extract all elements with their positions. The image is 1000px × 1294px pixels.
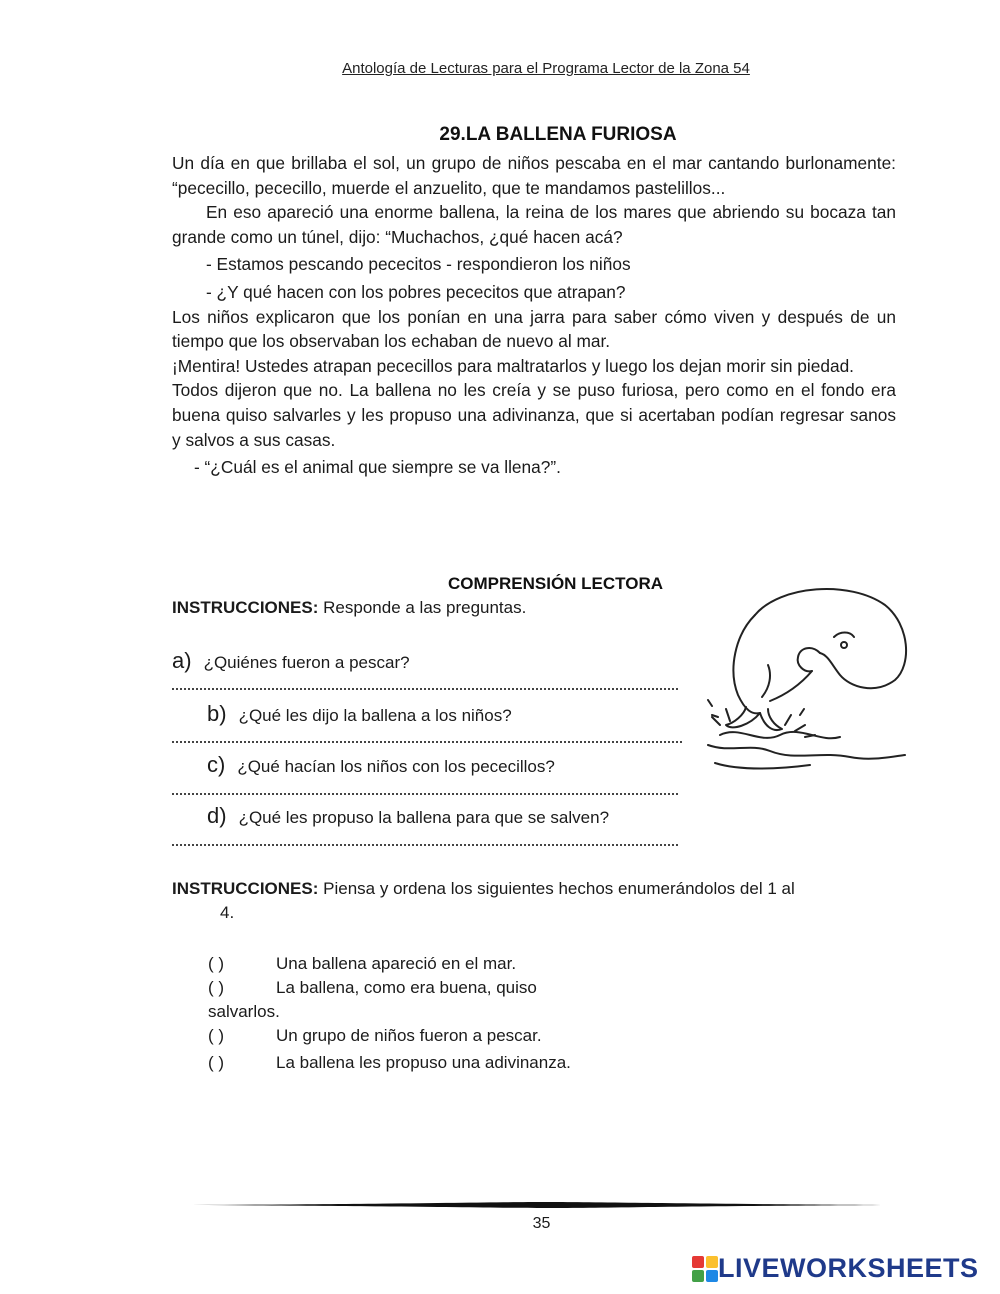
answer-line-d[interactable]: [172, 844, 678, 846]
instructions-label: INSTRUCCIONES:: [172, 598, 319, 617]
order-item-text: La ballena, como era buena, quiso: [276, 978, 537, 997]
order-item-4: [208, 1051, 571, 1075]
page-number: 35: [532, 1215, 551, 1232]
answer-line-a[interactable]: [172, 688, 678, 690]
comprehension-title: COMPRENSIÓN LECTORA: [448, 574, 664, 593]
question-letter: c): [207, 752, 226, 777]
question-a: [172, 648, 410, 674]
story-dialogue: - ¿Y qué hacen con los pobres pececitos que atrapan?: [206, 281, 626, 302]
order-instructions: [172, 877, 892, 925]
order-item-2-continuation: salvarlos.: [208, 1002, 280, 1021]
liveworksheets-logo-text: LIVEWORKSHEETS: [718, 1253, 979, 1283]
question-text: ¿Qué les dijo la ballena a los niños?: [238, 706, 512, 725]
order-item-3: [208, 1024, 542, 1048]
story-paragraph: Los niños explicaron que los ponían en una jarra para saber cómo viven y después de un tiempo que los observaban los echaban de nuevo al mar.: [172, 306, 896, 352]
question-letter: d): [207, 803, 227, 828]
story-text: [172, 151, 896, 480]
order-number-box[interactable]: ( ): [208, 1053, 225, 1072]
question-text: ¿Quiénes fueron a pescar?: [203, 653, 410, 672]
question-text: ¿Qué hacían los niños con los pececillos?: [237, 757, 555, 776]
question-text: ¿Qué les propuso la ballena para que se salven?: [238, 808, 610, 827]
instructions-continuation: 4.: [220, 903, 235, 922]
answer-line-c[interactable]: [172, 793, 678, 795]
footer-divider: [192, 1201, 898, 1209]
instructions-label: INSTRUCCIONES:: [172, 879, 319, 898]
liveworksheets-logo[interactable]: [692, 1253, 979, 1284]
instructions-text: Responde a las preguntas.: [323, 598, 527, 617]
question-c: [207, 752, 555, 778]
order-item-2: [208, 976, 537, 1000]
order-item-text: Un grupo de niños fueron a pescar.: [276, 1026, 542, 1045]
order-item-text: Una ballena apareció en el mar.: [276, 954, 517, 973]
order-number-box[interactable]: ( ): [208, 978, 225, 997]
order-item-1: [208, 952, 516, 976]
question-b: [207, 701, 512, 727]
story-riddle: - “¿Cuál es el animal que siempre se va llena?”.: [194, 457, 561, 478]
instructions-text: Piensa y ordena los siguientes hechos enumerándolos del 1 al: [323, 879, 795, 898]
whale-illustration: [700, 575, 910, 785]
story-paragraph: Un día en que brillaba el sol, un grupo de niños pescaba en el mar cantando burlonamente: “pececillo, pececillo, muerde el anzuelito, que te mandamos pastelillos...: [172, 153, 896, 198]
story-paragraph: Todos dijeron que no. La ballena no les creía y se puso furiosa, pero como en el fondo era buena quiso salvarles y les propuso una adivinanza, que si acertaban podían regresar sanos y salvos a sus casas.: [172, 380, 896, 450]
comprehension-instructions: [172, 598, 526, 618]
story-dialogue: - Estamos pescando pececitos - respondieron los niños: [206, 254, 631, 275]
liveworksheets-logo-icon: [692, 1256, 718, 1282]
question-letter: b): [207, 701, 227, 726]
answer-line-b[interactable]: [172, 741, 682, 743]
order-number-box[interactable]: ( ): [208, 954, 225, 973]
document-header: Antología de Lecturas para el Programa Lector de la Zona 54: [342, 60, 750, 77]
story-paragraph: En eso apareció una enorme ballena, la reina de los mares que abriendo su bocaza tan grande como un túnel, dijo: “Muchachos, ¿qué hacen acá?: [172, 202, 896, 247]
order-item-text: La ballena les propuso una adivinanza.: [276, 1053, 571, 1072]
story-title: 29.LA BALLENA FURIOSA: [439, 124, 677, 145]
story-paragraph: ¡Mentira! Ustedes atrapan pececillos para maltratarlos y luego los dejan morir sin piedad.: [172, 355, 854, 376]
question-letter: a): [172, 648, 192, 673]
question-d: [207, 803, 609, 829]
order-number-box[interactable]: ( ): [208, 1026, 225, 1045]
